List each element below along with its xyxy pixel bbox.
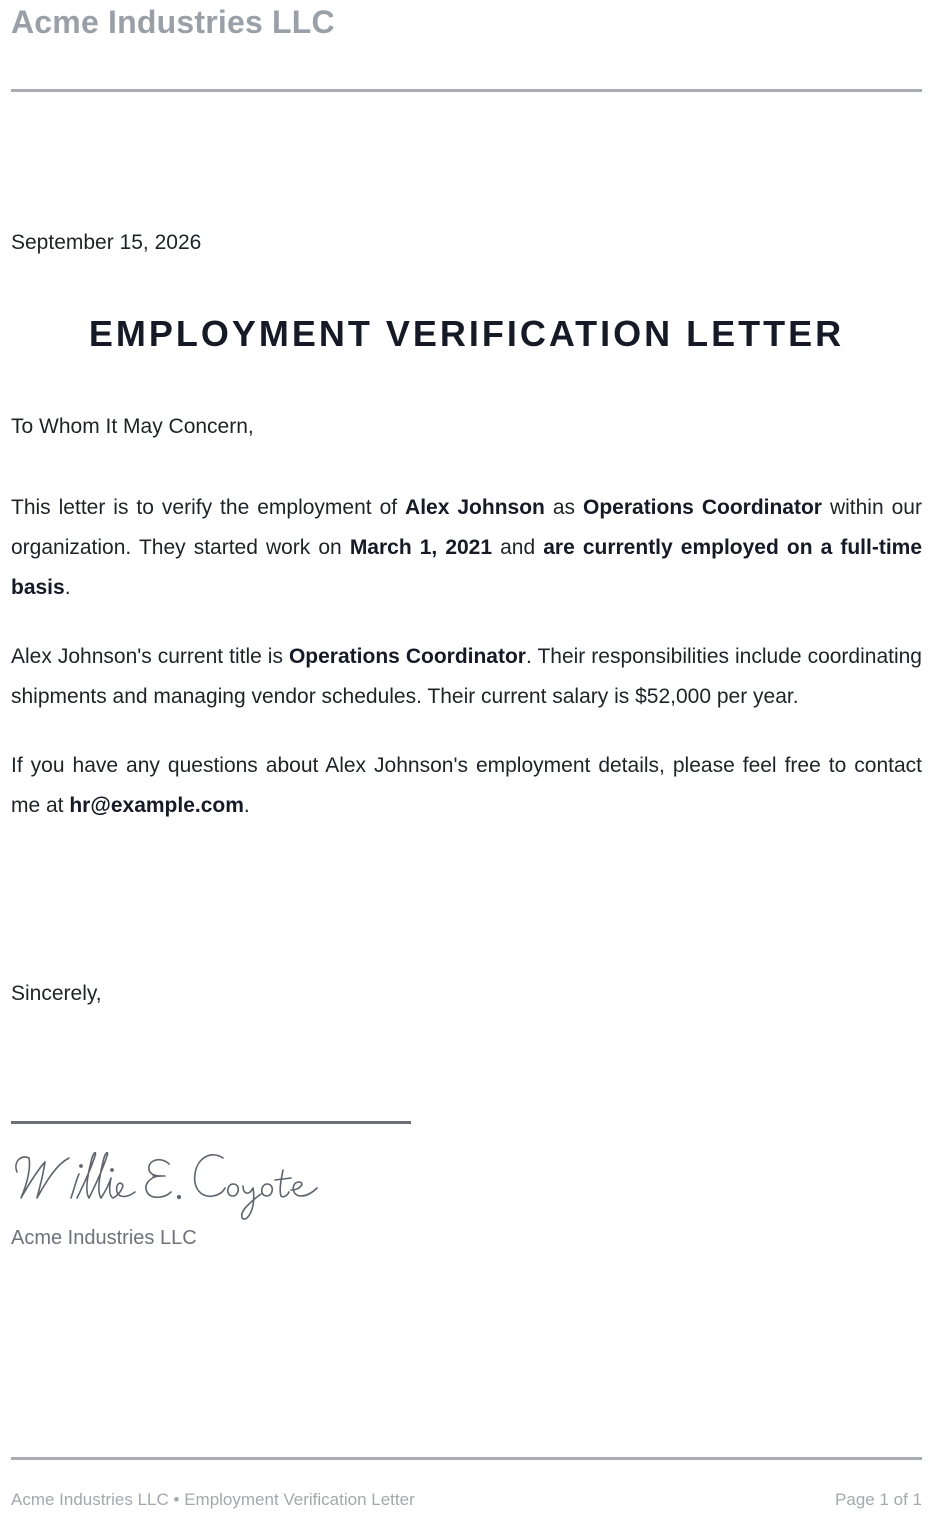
footer-divider bbox=[11, 1457, 922, 1460]
signature-line bbox=[11, 1121, 411, 1124]
p1-text-4: and bbox=[492, 536, 544, 559]
employee-name: Alex Johnson bbox=[405, 496, 545, 519]
paragraph-employment bbox=[11, 488, 922, 608]
paragraph-contact bbox=[11, 746, 922, 826]
p2-text-2: . Their responsibilities include coordinating shipments and managing vendor schedules. Their current salary is $52,000 per year. bbox=[11, 645, 922, 708]
contact-email: hr@example.com bbox=[69, 794, 244, 817]
footer-document-label: Acme Industries LLC • Employment Verification Letter bbox=[11, 1490, 415, 1509]
paragraph-responsibilities bbox=[11, 637, 922, 717]
p1-text-1: This letter is to verify the employment of bbox=[11, 496, 406, 519]
p2-text-1: Alex Johnson's current title is bbox=[11, 645, 289, 668]
letter-page bbox=[11, 0, 922, 1527]
employment-status: are currently employed on a full-time basis bbox=[11, 536, 923, 599]
p1-text-3: within our organization. They started work on bbox=[11, 496, 922, 559]
letter-title: EMPLOYMENT VERIFICATION LETTER bbox=[88, 313, 845, 354]
p3-text-2: . bbox=[243, 794, 250, 817]
p1-text-5: . bbox=[64, 576, 71, 599]
letter-date: September 15, 2026 bbox=[11, 231, 202, 254]
salutation: To Whom It May Concern, bbox=[11, 415, 254, 438]
signatory-company: Acme Industries LLC bbox=[11, 1227, 197, 1249]
company-header: Acme Industries LLC bbox=[11, 4, 335, 40]
footer-page-number: Page 1 of 1 bbox=[835, 1490, 922, 1509]
p3-text-1: If you have any questions about Alex Johnson's employment details, please feel free to contact me at bbox=[11, 754, 922, 817]
handwritten-signature bbox=[11, 1140, 331, 1225]
employee-position: Operations Coordinator bbox=[583, 496, 822, 519]
current-title: Operations Coordinator bbox=[288, 645, 526, 668]
header-divider bbox=[11, 89, 922, 92]
p1-text-2: as bbox=[544, 496, 583, 519]
closing: Sincerely, bbox=[11, 982, 102, 1005]
start-date: March 1, 2021 bbox=[349, 536, 493, 559]
